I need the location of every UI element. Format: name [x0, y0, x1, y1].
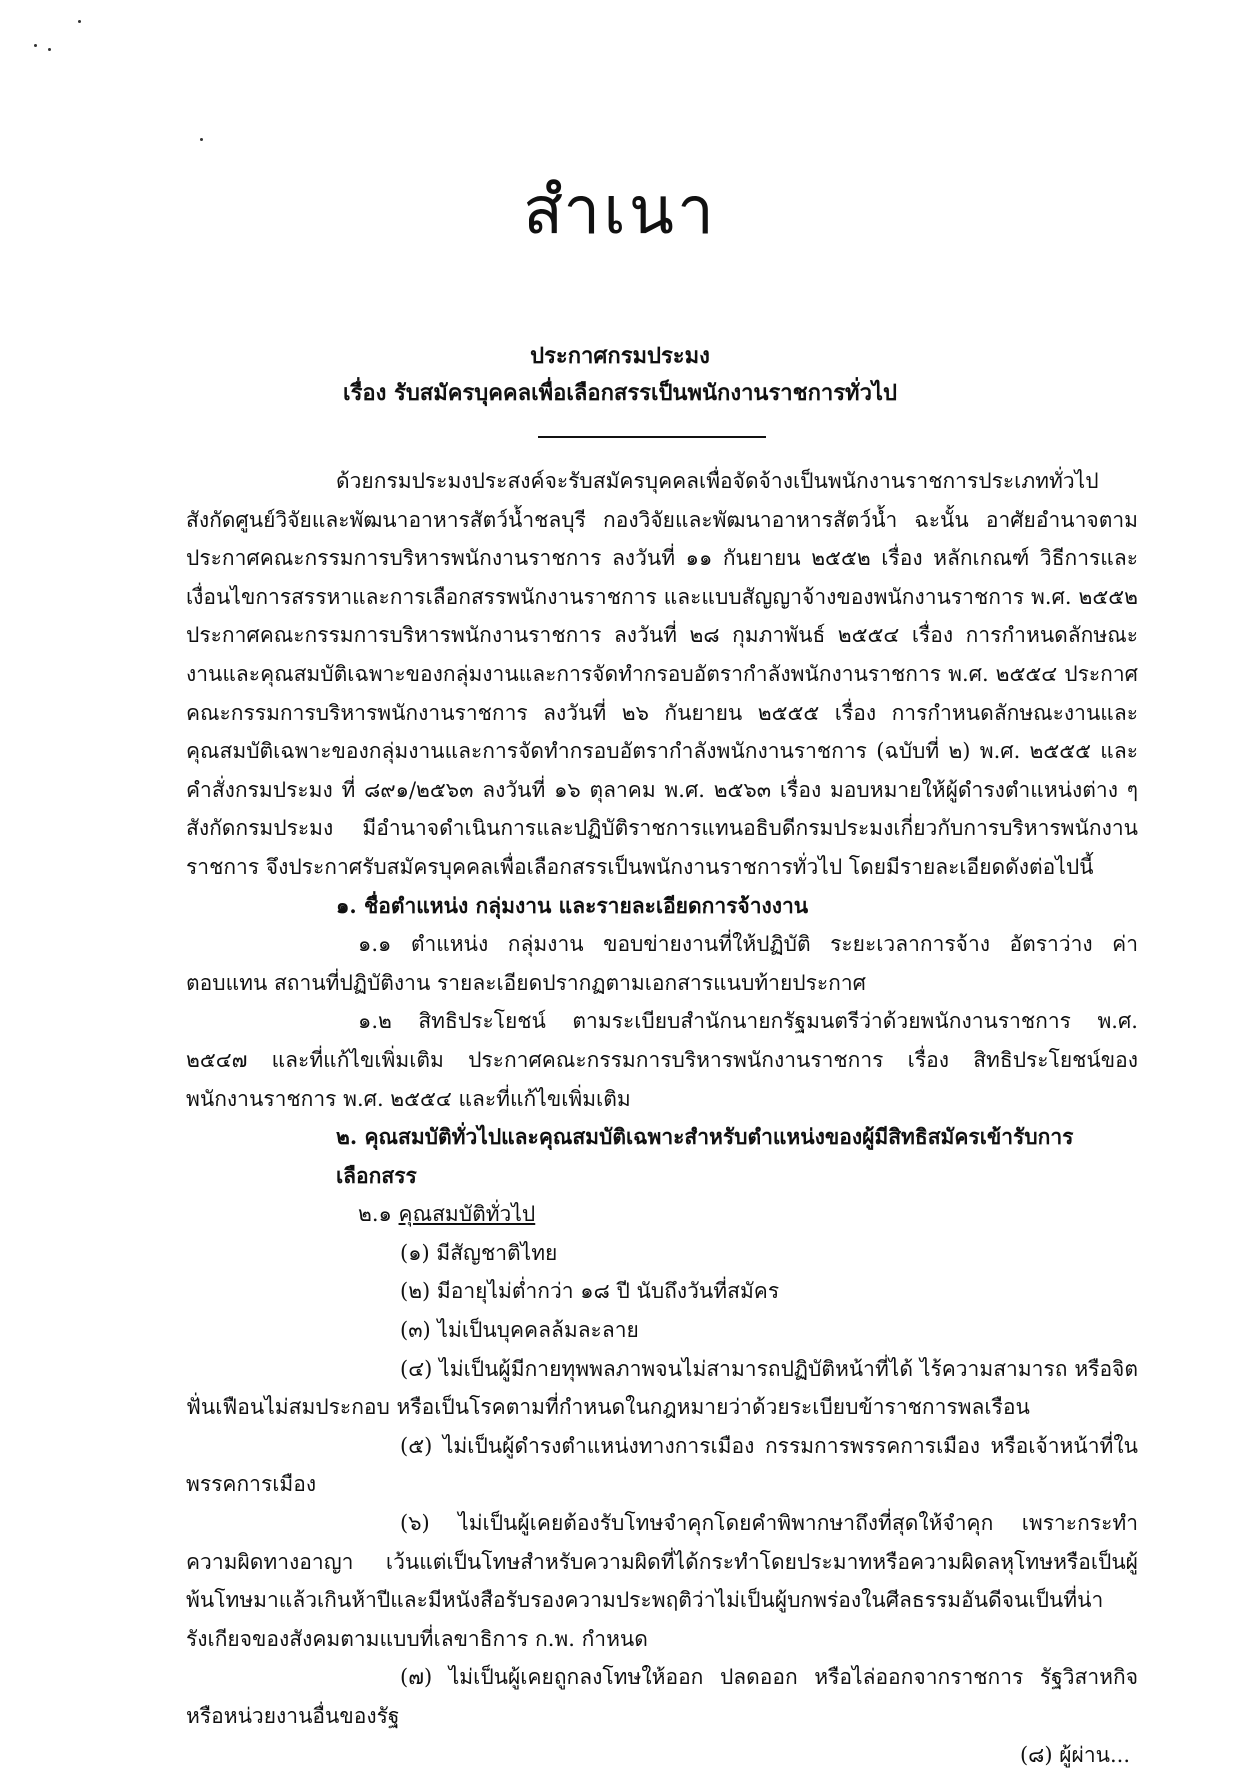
qualification-item: (๑) มีสัญชาติไทย — [400, 1240, 558, 1265]
section-2-title: ๒. คุณสมบัติทั่วไปและคุณสมบัติเฉพาะสำหรับตำแหน่งของผู้มีสิทธิสมัครเข้ารับการเลือกสรร — [336, 1124, 1074, 1188]
intro-paragraph: ด้วยกรมประมงประสงค์จะรับสมัครบุคคลเพื่อจัดจ้างเป็นพนักงานราชการประเภททั่วไป สังกัดศูนย์วิจัยและพัฒนาอาหารสัตว์น้ำชลบุรี กองวิจัยและพัฒนาอาหารสัตว์น้ำ ฉะนั้น อาศัยอำนาจตามประกาศคณะกรรมการบริหารพนักงานราชการ ลงวันที่ ๑๑ กันยายน ๒๕๕๒ เรื่อง หลักเกณฑ์ วิธีการและเงื่อนไขการสรรหาและการเลือกสรรพนักงานราชการ และแบบสัญญาจ้างของพนักงานราชการ พ.ศ. ๒๕๕๒ ประกาศคณะกรรมการบริหารพนักงานราชการ ลงวันที่ ๒๘ กุมภาพันธ์ ๒๕๕๔ เรื่อง การกำหนดลักษณะงานและคุณสมบัติเฉพาะของกลุ่มงานและการจัดทำกรอบอัตรากำลังพนักงานราชการ พ.ศ. ๒๕๕๔ ประกาศคณะกรรมการบริหารพนักงานราชการ ลงวันที่ ๒๖ กันยายน ๒๕๕๕ เรื่อง การกำหนดลักษณะงานและคุณสมบัติเฉพาะของกลุ่มงานและการจัดทำกรอบอัตรากำลังพนักงานราชการ (ฉบับที่ ๒) พ.ศ. ๒๕๕๕ และคำสั่งกรมประมง ที่ ๘๙๑/๒๕๖๓ ลงวันที่ ๑๖ ตุลาคม พ.ศ. ๒๕๖๓ เรื่อง มอบหมายให้ผู้ดำรงตำแหน่งต่าง ๆ สังกัดกรมประมง มีอำนาจดำเนินการและปฏิบัติราชการแทนอธิบดีกรมประมงเกี่ยวกับการบริหารพนักงานราชการ จึงประกาศรับสมัครบุคคลเพื่อเลือกสรรเป็นพนักงานราชการทั่วไป โดยมีรายละเอียดดังต่อไปนี้ — [186, 469, 1138, 879]
scan-speck — [78, 20, 81, 23]
announcement-subject: เรื่อง รับสมัครบุคคลเพื่อเลือกสรรเป็นพนักงานราชการทั่วไป — [343, 380, 897, 406]
qualification-item: (๗) ไม่เป็นผู้เคยถูกลงโทษให้ออก ปลดออก หรือไล่ออกจากราชการ รัฐวิสาหกิจ หรือหน่วยงานอื่นของรัฐ — [186, 1665, 1138, 1728]
announcement-agency: ประกาศกรมประมง — [530, 343, 710, 369]
heading-divider — [538, 436, 766, 438]
scan-speck — [48, 48, 51, 51]
announcement-body — [186, 462, 1138, 1774]
qualification-item: (๒) มีอายุไม่ต่ำกว่า ๑๘ ปี นับถึงวันที่สมัคร — [400, 1279, 780, 1304]
copy-stamp: สำเนา — [522, 172, 718, 249]
section-2-1-number: ๒.๑ — [358, 1202, 392, 1227]
qualification-item: (๕) ไม่เป็นผู้ดำรงตำแหน่งทางการเมือง กรรมการพรรคการเมือง หรือเจ้าหน้าที่ในพรรคการเมือง — [186, 1433, 1138, 1497]
section-1-2: ๑.๒ สิทธิประโยชน์ ตามระเบียบสำนักนายกรัฐมนตรีว่าด้วยพนักงานราชการ พ.ศ. ๒๕๔๗ และที่แก้ไขเพิ่มเติม ประกาศคณะกรรมการบริหารพนักงานราชการ เรื่อง สิทธิประโยชน์ของพนักงานราชการ พ.ศ. ๒๕๕๔ และที่แก้ไขเพิ่มเติม — [186, 1009, 1138, 1111]
section-1-title: ๑. ชื่อตำแหน่ง กลุ่มงาน และรายละเอียดการจ้างงาน — [336, 892, 809, 918]
scan-speck — [34, 44, 37, 47]
section-2-1-title: คุณสมบัติทั่วไป — [398, 1202, 536, 1227]
section-1-1: ๑.๑ ตำแหน่ง กลุ่มงาน ขอบข่ายงานที่ให้ปฏิบัติ ระยะเวลาการจ้าง อัตราว่าง ค่าตอบแทน สถานที่ปฏิบัติงาน รายละเอียดปรากฏตามเอกสารแนบท้ายประกาศ — [186, 932, 1138, 995]
qualification-item: (๓) ไม่เป็นบุคคลล้มละลาย — [400, 1318, 639, 1343]
continuation-marker: (๘) ผู้ผ่าน... — [1019, 1742, 1130, 1767]
scan-speck — [200, 138, 203, 141]
qualification-item: (๔) ไม่เป็นผู้มีกายทุพพลภาพจนไม่สามารถปฏิบัติหน้าที่ได้ ไร้ความสามารถ หรือจิตฟั่นเฟือนไม่สมประกอบ หรือเป็นโรคตามที่กำหนดในกฎหมายว่าด้วยระเบียบข้าราชการพลเรือน — [186, 1356, 1138, 1420]
section-2-1-heading — [186, 1195, 1138, 1234]
qualification-item: (๖) ไม่เป็นผู้เคยต้องรับโทษจำคุกโดยคำพิพากษาถึงที่สุดให้จำคุก เพราะกระทำความผิดทางอาญา เว้นแต่เป็นโทษสำหรับความผิดที่ได้กระทำโดยประมาทหรือความผิดลหุโทษหรือเป็นผู้พ้นโทษมาแล้วเกินห้าปีและมีหนังสือรับรองความประพฤติว่าไม่เป็นผู้บกพร่องในศีลธรรมอันดีจนเป็นที่น่ารังเกียจของสังคมตามแบบที่เลขาธิการ ก.พ. กำหนด — [186, 1511, 1138, 1651]
